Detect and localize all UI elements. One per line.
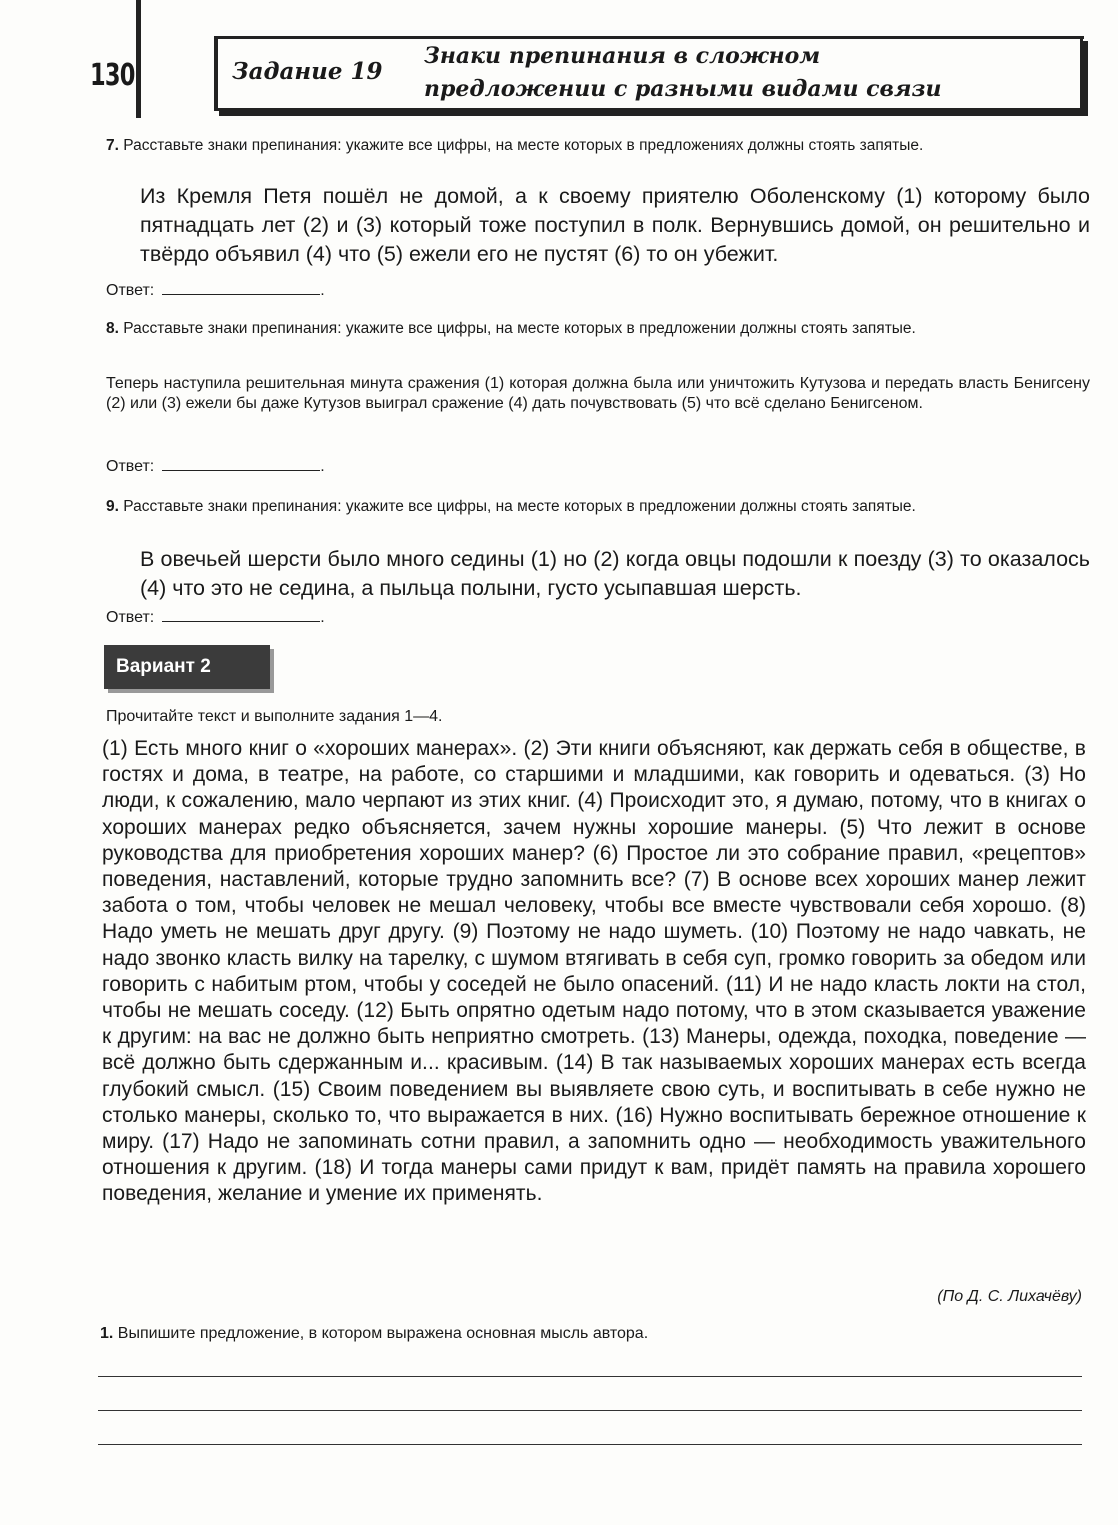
task1-number: 1.: [100, 1325, 114, 1342]
q8-answer: Ответ: .: [106, 458, 325, 475]
text-source: (По Д. С. Лихачёву): [937, 1288, 1082, 1305]
task-title: [424, 40, 1064, 106]
q7-answer-label: Ответ:: [106, 282, 155, 299]
q7-number: 7.: [106, 137, 119, 154]
q8-answer-line[interactable]: [162, 456, 320, 471]
task-label: Задание 19: [232, 58, 383, 85]
vertical-rule: [136, 0, 141, 118]
task1-instruction-text: Выпишите предложение, в котором выражена основная мысль автора.: [117, 1325, 649, 1342]
q9-instruction-text: Расставьте знаки препинания: укажите все цифры, на месте которых в предложении должны стоять запятые.: [123, 498, 916, 515]
q7-instruction: [106, 136, 1090, 155]
task-title-line2: предложении с разными видами связи: [424, 76, 942, 102]
answer-writing-line-2[interactable]: [98, 1410, 1082, 1411]
header-top-line: [214, 36, 1084, 39]
answer-writing-line-1[interactable]: [98, 1376, 1082, 1377]
variant-badge: Вариант 2: [104, 645, 270, 689]
q9-answer-label: Ответ:: [106, 609, 155, 626]
q7-answer: Ответ: .: [106, 282, 325, 299]
answer-writing-line-3[interactable]: [98, 1444, 1082, 1445]
task1-instruction: [100, 1324, 1084, 1343]
q7-text: Из Кремля Петя пошёл не домой, а к своему приятелю Оболенскому (1) которому было пятнадцать лет (2) и (3) который тоже поступил в полк. Вернувшись домой, он решительно и твёрдо объявил (4) что (5) ежели его не пустят (6) то он убежит.: [140, 184, 1090, 266]
reading-text: (1) Есть много книг о «хороших манерах». (2) Эти книги объясняют, как держать себя в обществе, в гостях и дома, в театре, на работе, со старшими и младшими, как говорить и одеваться. (3) Но люди, к сожалению, мало черпают из этих книг. (4) Происходит это, я думаю, потому, что в книгах о хороших манерах редко объясняется, зачем нужны хорошие манеры. (5) Что лежит в основе руководства для приобретения хороших манер? (6) Простое ли это собрание правил, «рецептов» поведения, наставлений, которые трудно запомнить все? (7) В основе всех хороших манер лежит забота о том, чтобы человек не мешал человеку, чтобы все вместе чувствовали себя хорошо. (8) Надо уметь не мешать друг другу. (9) Поэтому не надо шуметь. (10) Поэтому не надо чавкать, не надо звонко класть вилку на тарелку, с шумом втягивать в себя суп, громко говорить за обедом или говорить с набитым ртом, чтобы у соседей не было опасений. (11) И не надо класть локти на стол, чтобы не мешать соседу. (12) Быть опрятно одетым надо потому, что в этом сказывается уважение к другим: на вас не должно быть неприятно смотреть. (13) Манеры, одежда, походка, поведение — всё должно быть сдержанным и... красивым. (14) В так называемых хороших манерах есть всегда глубокий смысл. (15) Своим поведением вы выявляете свою суть, и воспитывать в себе нужно не столько манеры, сколько то, что выражается в них. (16) Нужно воспитывать бережное отношение к миру. (17) Надо не запоминать сотни правил, а запомнить одно — необходимость уважительного отношения к другим. (18) И тогда манеры сами придут к вам, придёт память на правила хорошего поведения, желание и умение их применять.: [102, 737, 1086, 1206]
q8-instruction-text: Расставьте знаки препинания: укажите все цифры, на месте которых в предложении должны стоять запятые.: [123, 320, 916, 337]
q8-number: 8.: [106, 320, 119, 337]
q9-text: В овечьей шерсти было много седины (1) но (2) когда овцы подошли к поезду (3) то оказалось (4) что это не седина, а пыльца полыни, густо усыпавшая шерсть.: [140, 547, 1090, 600]
q9-number: 9.: [106, 498, 119, 515]
q7-answer-line[interactable]: [162, 280, 320, 295]
page-number: 130: [90, 58, 135, 93]
q8-text: Теперь наступила решительная минута сражения (1) которая должна была или уничтожить Кутузова и передать власть Бенигсену (2) или (3) ежели бы даже Кутузов выиграл сражение (4) дать почувствовать (5) что всё сделано Бенигсеном.: [106, 375, 1090, 412]
task-title-line1: Знаки препинания в сложном: [424, 43, 821, 69]
q9-instruction: [106, 497, 1090, 516]
q9-answer: Ответ: .: [106, 609, 325, 626]
q7-instruction-text: Расставьте знаки препинания: укажите все цифры, на месте которых в предложениях должны стоять запятые.: [123, 137, 924, 154]
q8-instruction: [106, 319, 1090, 338]
q8-answer-label: Ответ:: [106, 458, 155, 475]
q9-answer-line[interactable]: [162, 607, 320, 622]
variant-intro: Прочитайте текст и выполните задания 1—4.: [106, 708, 443, 725]
